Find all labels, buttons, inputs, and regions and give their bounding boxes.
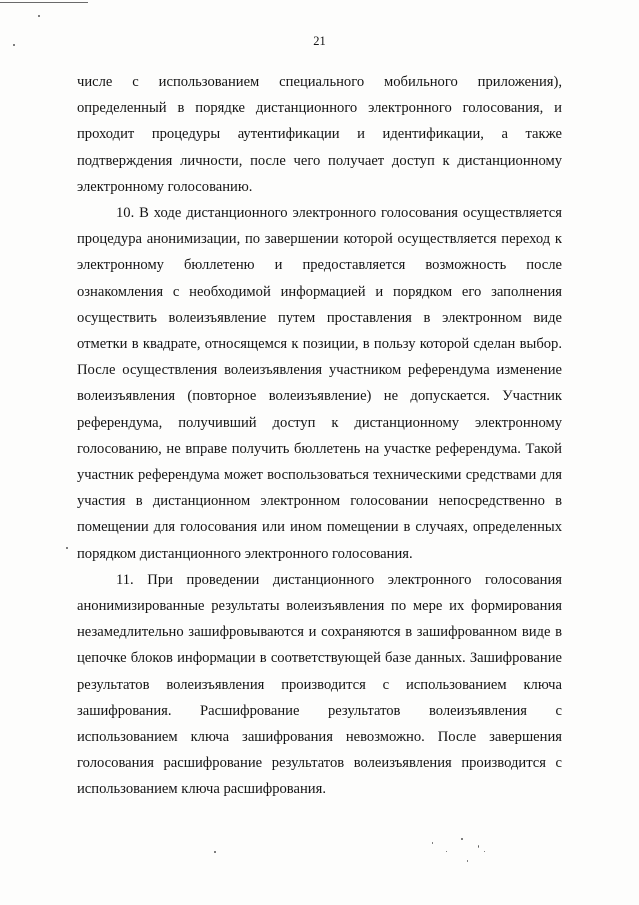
page-number: 21 (313, 34, 326, 48)
paragraph-continuation: числе с использованием специального мобильного приложения), определенный в порядке дистанционного электронного голосования, и проходит процедуры аутентификации и идентификации, а также подтверждения личности, после чего получает доступ к дистанционному электронному голосованию. (77, 74, 562, 195)
document-body (77, 69, 562, 803)
paragraph-item-11: 11. При проведении дистанционного электронного голосования анонимизированные результаты волеизъявления по мере их формирования незамедлительно зашифровываются и сохраняются в зашифрованном виде в цепочке блоков информации в соответствующей базе данных. Зашифрование результатов волеизъявления производится с использованием ключа зашифрования. Расшифрование результатов волеизъявления с использованием ключа зашифрования невозможно. После завершения голосования расшифрование результатов волеизъявления производится с использованием ключа расшифрования. (77, 571, 562, 798)
top-edge-rule (0, 2, 88, 3)
paragraph-item-10: 10. В ходе дистанционного электронного голосования осуществляется процедура анонимизации, по завершении которой осуществляется переход к электронному бюллетеню и предоставляется возможность после ознакомления с необходимой информацией и порядком его заполнения осуществить волеизъявление путем проставления в электронном виде отметки в квадрате, относящемся к позиции, в пользу которой сделан выбор. После осуществления волеизъявления участником референдума изменение волеизъявления (повторное волеизъявление) не допускается. Участник референдума, получивший доступ к дистанционному электронному голосованию, не вправе получить бюллетень на участке референдума. Такой участник референдума может воспользоваться техническими средствами для участия в дистанционном электронном голосовании непосредственно в помещении для голосования или ином помещении в случаях, определенных порядком дистанционного электронного голосования. (77, 205, 562, 562)
